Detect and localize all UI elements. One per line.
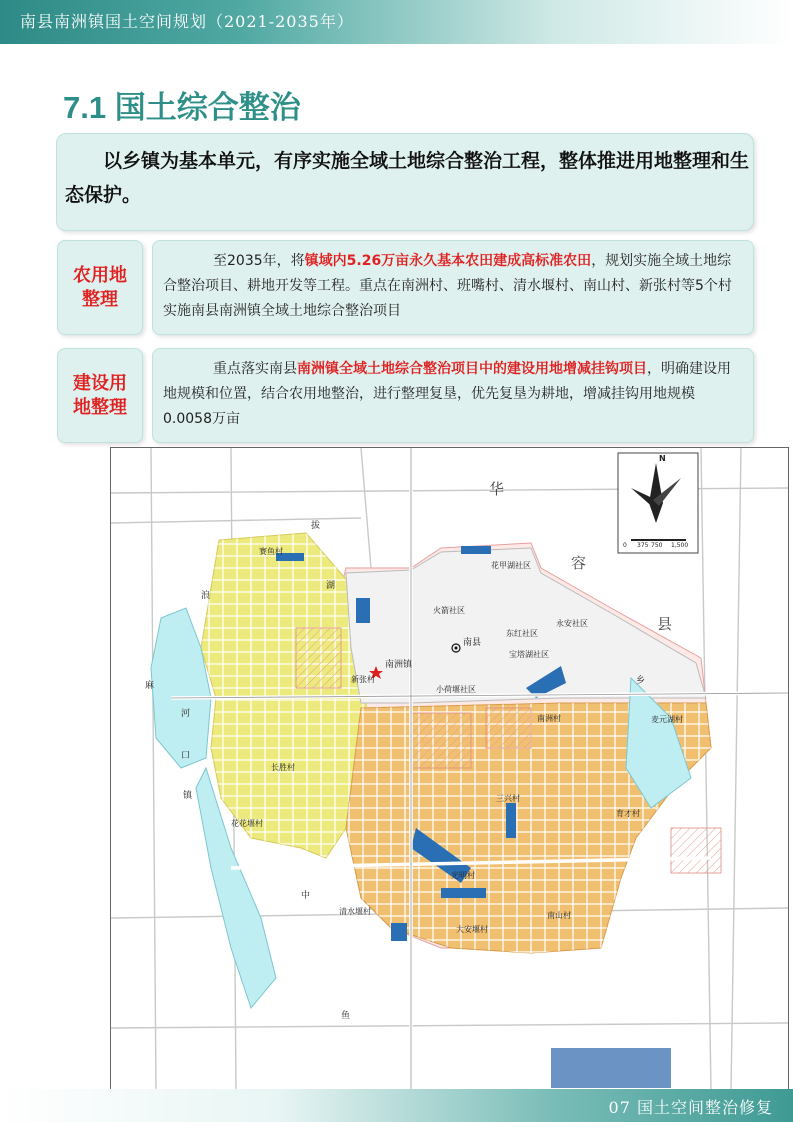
header-band bbox=[0, 0, 793, 44]
place-label: 宝塔湖社区 bbox=[509, 650, 549, 659]
place-label: 东红社区 bbox=[506, 629, 538, 638]
place-label: 育才村 bbox=[616, 809, 640, 818]
place-label: 大安堰村 bbox=[456, 925, 488, 934]
place-label: 长胜村 bbox=[271, 763, 295, 772]
lead-statement-text: 以乡镇为基本单元，有序实施全域土地综合整治工程，整体推进用地整理和生态保护。 bbox=[65, 150, 750, 206]
category-farmland-label: 农用地 整理 bbox=[73, 264, 127, 310]
category-farmland-box bbox=[57, 240, 143, 335]
place-label: 小荷堰社区 bbox=[436, 685, 476, 694]
place-label: 清水堰村 bbox=[339, 907, 371, 916]
north-arrow-panel bbox=[618, 453, 698, 553]
document-title: 南县南洲镇国土空间规划（2021-2035年） bbox=[20, 12, 354, 31]
farmland-highlight: 镇域内5.26万亩永久基本农田建成高标准农田 bbox=[304, 253, 592, 269]
place-label: 南洲村 bbox=[537, 714, 561, 723]
category-construction-label: 建设用 地整理 bbox=[73, 372, 127, 418]
footer-band bbox=[0, 1089, 793, 1122]
place-label: 光明村 bbox=[451, 871, 475, 880]
place-label: 南洲镇 bbox=[385, 660, 413, 670]
place-label: 南县 bbox=[463, 638, 482, 648]
place-label: 麦元湖村 bbox=[651, 715, 683, 724]
place-label: 三兴村 bbox=[496, 794, 520, 803]
farmland-description-box bbox=[152, 240, 754, 335]
construction-description-box bbox=[152, 348, 754, 443]
chapter-label: 07 国土空间整治修复 bbox=[608, 1098, 773, 1117]
place-label: 火箭社区 bbox=[433, 606, 465, 615]
place-label: 花甲湖社区 bbox=[491, 561, 531, 570]
farmland-description-text: 至2035年，将镇域内5.26万亩永久基本农田建成高标准农田，规划实施全域土地综合整治项目、耕地开发等工程。重点在南洲村、班嘴村、清水堰村、南山村、新张村等5个村实施南县南洲镇全域土地综合整治项目 bbox=[163, 253, 732, 319]
construction-description-text: 重点落实南县南洲镇全域土地综合整治项目中的建设用地增减挂钩项目，明确建设用地规模和位置，结合农用地整治，进行整理复垦，优先复垦为耕地，增减挂钩用地规模0.0058万亩 bbox=[163, 361, 731, 427]
category-construction-box bbox=[57, 348, 143, 443]
place-label: 永安社区 bbox=[556, 619, 588, 628]
lead-statement-box bbox=[56, 133, 754, 231]
section-heading: 7.1 国土综合整治 bbox=[63, 90, 301, 125]
north-label: N bbox=[659, 454, 666, 463]
place-label: 新张村 bbox=[351, 675, 375, 684]
place-label: 花花堰村 bbox=[231, 819, 263, 828]
place-label: 赛鱼村 bbox=[259, 547, 283, 556]
land-remediation-map: N 0 375 750 1,500 华 容 县 麻 河 口 镇 乡 中 鱼 浪 拔 湖 花甲湖社区 火箭社区 东红社区 永安社区 宝塔湖社区 南县 南洲镇 新张村 小荷堰社区 南洲村 麦元湖村 长胜村 三兴村 育才村 花花堰村 清水堰村 南山村 光明村 大安堰村 赛鱼村 bbox=[110, 447, 789, 1092]
place-label: 南山村 bbox=[547, 911, 571, 920]
construction-highlight: 南洲镇全域土地综合整治项目中的建设用地增减挂钩项目 bbox=[297, 361, 647, 377]
